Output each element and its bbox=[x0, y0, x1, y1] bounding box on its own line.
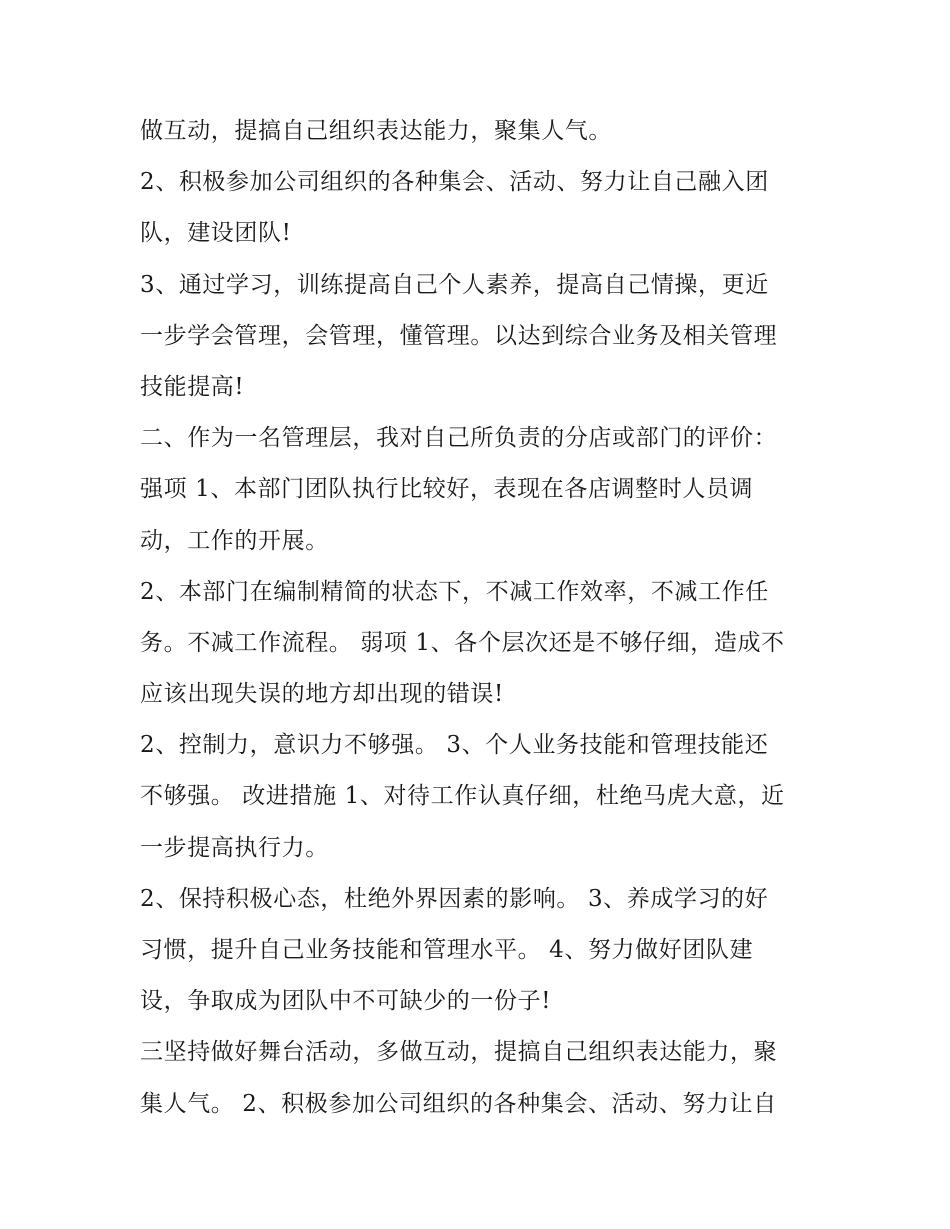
text-line: 技能提高! bbox=[140, 373, 245, 400]
document-body bbox=[140, 106, 830, 1130]
text-line: 2、保持积极心态，杜绝外界因素的影响。 3、养成学习的好 bbox=[140, 885, 769, 912]
text-line: 三坚持做好舞台活动，多做互动，提搞自己组织表达能力，聚 bbox=[140, 1039, 778, 1066]
text-line: 3、通过学习，训练提高自己个人素养，提高自己情操，更近 bbox=[140, 271, 769, 298]
text-line: 设，争取成为团队中不可缺少的一份子! bbox=[140, 988, 552, 1015]
text-line: 一步学会管理，会管理，懂管理。以达到综合业务及相关管理 bbox=[140, 322, 778, 349]
text-line: 集人气。 2、积极参加公司组织的各种集会、活动、努力让自 bbox=[140, 1090, 777, 1117]
text-line: 2、积极参加公司组织的各种集会、活动、努力让自己融入团 bbox=[140, 169, 769, 196]
text-line: 不够强。 改进措施 1、对待工作认真仔细，杜绝马虎大意，近 bbox=[140, 783, 785, 810]
text-line: 队，建设团队! bbox=[140, 220, 292, 247]
text-line: 做互动，提搞自己组织表达能力，聚集人气。 bbox=[140, 118, 612, 144]
text-line: 2、控制力，意识力不够强。 3、个人业务技能和管理技能还 bbox=[140, 732, 769, 759]
text-line: 2、本部门在编制精简的状态下，不减工作效率，不减工作任 bbox=[140, 578, 769, 605]
text-line: 务。不减工作流程。 弱项 1、各个层次还是不够仔细，造成不 bbox=[140, 629, 785, 656]
text-line: 习惯，提升自己业务技能和管理水平。 4、努力做好团队建 bbox=[140, 937, 754, 963]
text-line: 应该出现失误的地方却出现的错误! bbox=[140, 681, 504, 708]
text-line: 强项 1、本部门团队执行比较好，表现在各店调整时人员调 bbox=[140, 476, 754, 503]
text-line: 动，工作的开展。 bbox=[140, 527, 329, 554]
text-line: 一步提高执行力。 bbox=[140, 834, 329, 861]
text-line: 二、作为一名管理层，我对自己所负责的分店或部门的评价： bbox=[140, 425, 778, 452]
